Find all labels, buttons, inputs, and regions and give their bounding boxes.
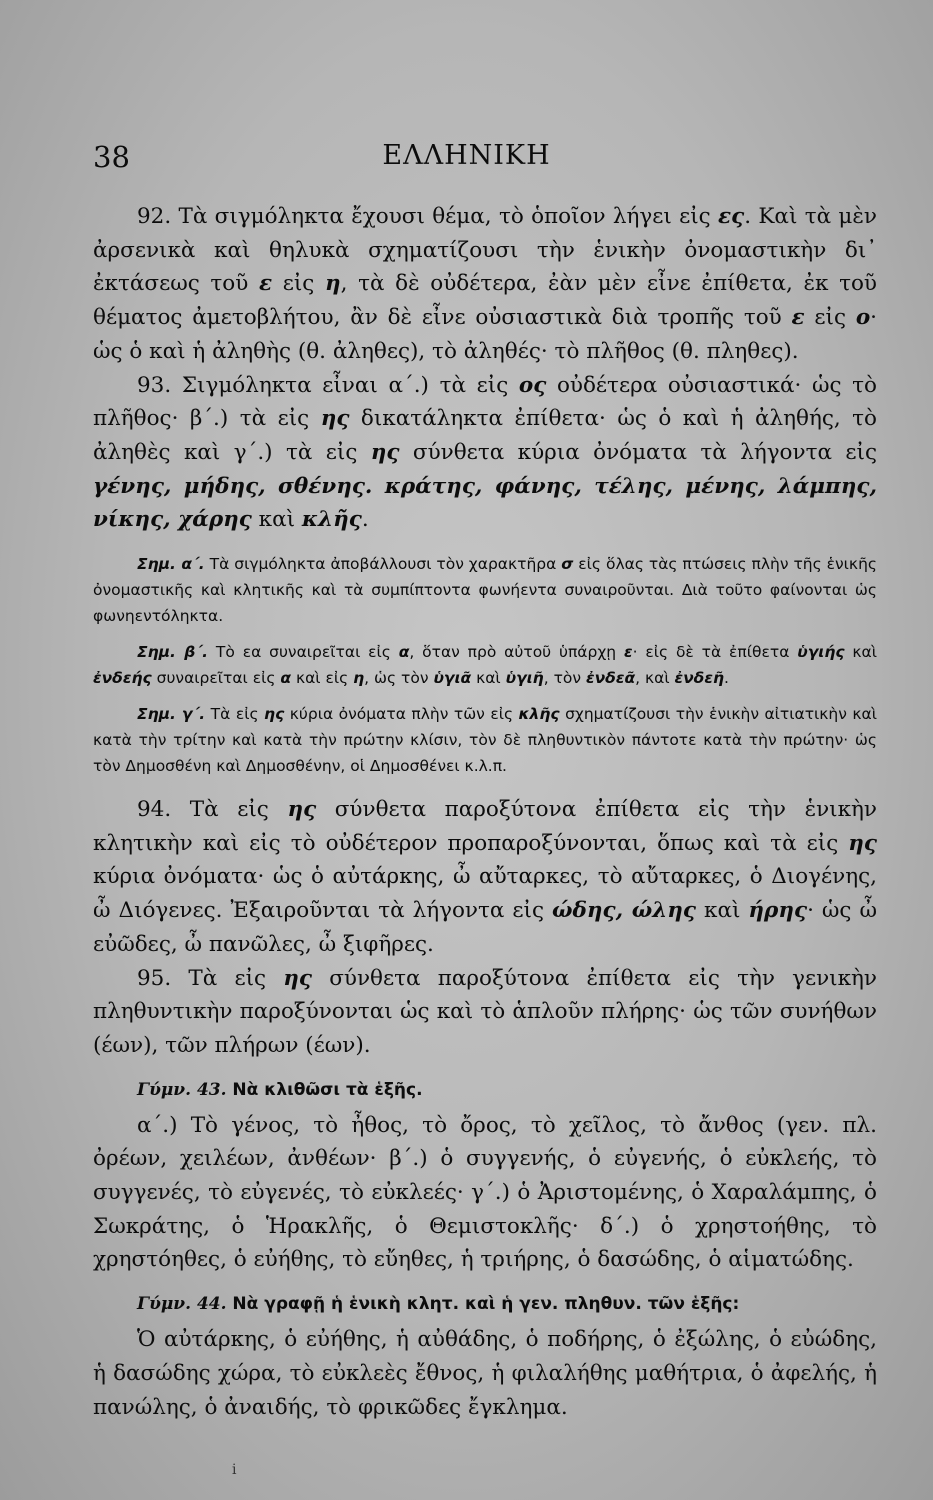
text: Τὰ εἰς xyxy=(189,797,288,823)
footer-mark: i xyxy=(232,1462,237,1478)
emphasis: ης xyxy=(264,705,285,724)
exercise-43-text: α΄.) Τὸ γένος, τὸ ἦθος, τὸ ὄρος, τὸ χεῖλος, τὸ ἄνθος (γεν. πλ. ὀρέων, χειλέων, ἀνθέων· β΄.) ὁ συγγενής, ὁ εὐγενής, ὁ εὐκλεής, τὸ συγγενές, τὸ εὐγενές, τὸ εὐκλεές· γ΄.) ὁ Ἀριστομένης, ὁ Χαραλάμπης, ὁ Σωκράτης, ὁ Ἡρακλῆς, ὁ Θεμιστοκλῆς· δ΄.) ὁ χρηστοήθης, τὸ χρηστόηθες, ὁ εὐήθης, τὸ εὔηθες, ἡ τριήρης, ὁ δασώδης, ὁ αἱματώδης. xyxy=(93,1112,877,1273)
exercise-44-heading xyxy=(93,1289,877,1319)
exercise-instruction: Νὰ κλιθῶσι τὰ ἑξῆς. xyxy=(226,1079,423,1100)
text: · ὡς ὁ καὶ ἡ ἀληθὴς (θ. ἀληθες), τὸ ἀληθές· τὸ πλῆθος (θ. πληθες). xyxy=(93,305,877,364)
emphasis: κλῆς xyxy=(301,507,362,533)
emphasis: ε xyxy=(791,305,805,331)
text: καὶ xyxy=(696,898,749,924)
text: . xyxy=(361,507,369,533)
page-header xyxy=(93,140,840,180)
note-label: Σημ. β΄. xyxy=(137,643,209,662)
emphasis: ο xyxy=(855,305,871,331)
emphasis: ὑγιής xyxy=(797,643,845,662)
text: σύνθετα παροξύτονα ἐπίθετα εἰς τὴν ἑνικὴν κλητικὴν καὶ εἰς τὸ οὐδέτερον προπαροξύνονται, ὅπως καὶ τὰ εἰς xyxy=(93,797,878,856)
emphasis: ε xyxy=(258,271,273,297)
text: καὶ εἰς xyxy=(291,669,354,688)
emphasis: ὑγιᾶ xyxy=(433,669,472,688)
note-b xyxy=(93,639,877,691)
text: Τὰ σιγμόληκτα ἔχουσι θέμα, τὸ ὁποῖον λήγει εἰς xyxy=(178,204,719,229)
text: κύρια ὀνόματα· ὡς ὁ αὐτάρκης, ὦ αὔταρκες, τὸ αὔταρκες, ὁ Διογένης, ὦ Διόγενες. Ἐξαιροῦνται τὰ λήγοντα εἰς xyxy=(93,864,877,924)
note-label: Σημ. α΄. xyxy=(137,555,205,574)
paragraph-number: 92. xyxy=(137,204,172,229)
emphasis: η xyxy=(324,271,341,297)
emphasis: ης xyxy=(320,406,350,432)
emphasis: ης xyxy=(370,439,400,465)
page-number: 38 xyxy=(93,140,130,174)
exercise-instruction: Νὰ γραφῇ ἡ ἑνικὴ κλητ. καὶ ἡ γεν. πληθυν. τῶν ἑξῆς: xyxy=(226,1294,740,1315)
text: κύρια ὀνόματα πλὴν τῶν εἰς xyxy=(284,705,519,724)
emphasis: γένης, μήδης, σθένης. κράτης, φάνης, τέλης, μένης, λάμπης, νίκης, χάρης xyxy=(93,473,877,533)
paragraph-95 xyxy=(93,962,877,1063)
emphasis: ε xyxy=(623,643,633,662)
text: εἰς xyxy=(804,305,856,331)
text: συναιρεῖται εἰς xyxy=(151,669,281,688)
emphasis: ώδης, ώλης xyxy=(552,898,696,924)
paragraph-92 xyxy=(93,200,877,369)
note-a xyxy=(93,551,877,629)
text: σχηματίζουσι τὴν ἑνικὴν αἰτιατικὴν καὶ κατὰ τὴν τρίτην καὶ κατὰ τὴν πρώτην κλίσιν, τὸν δὲ πληθυντικὸν πάντοτε κατὰ τὴν πρώτην· ὡς τὸν Δημοσθένη καὶ Δημοσθένην, οἱ Δημοσθένει κ.λ.π. xyxy=(93,705,877,776)
emphasis: η xyxy=(353,669,365,688)
text: οὐδέτερα οὐσιαστικά· ὡς τὸ πλῆθος· β΄.) τὰ εἰς xyxy=(93,372,878,432)
paragraph-number: 93. xyxy=(137,372,172,398)
text: , ὡς τὸν xyxy=(364,669,434,688)
text: σύνθετα παροξύτονα ἐπίθετα εἰς τὴν γενικὴν πληθυντικὴν παροξύνονται ὡς καὶ τὸ ἁπλοῦν πλήρης· ὡς τῶν συνήθων (έων), τῶν πλήρων (έων). xyxy=(93,965,877,1058)
text: · ὡς ὦ εὐῶδες, ὦ πανῶλες, ὦ ξιφῆρες. xyxy=(93,898,878,957)
emphasis: ες xyxy=(718,204,745,229)
emphasis: α xyxy=(398,643,410,662)
text: , καὶ xyxy=(635,669,675,688)
text: Σιγμόληκτα εἶναι α΄.) τὰ εἰς xyxy=(181,372,519,398)
note-label: Σημ. γ΄. xyxy=(137,705,206,724)
text: καὶ xyxy=(471,669,506,688)
text: , ὅταν πρὸ αὐτοῦ ὑπάρχῃ xyxy=(409,643,624,662)
text: Τὰ σιγμόληκτα ἀποβάλλουσι τὸν χαρακτῆρα xyxy=(204,555,562,574)
text: . Καὶ τὰ μὲν ἀρσενικὰ καὶ θηλυκὰ σχηματίζουσι τὴν ἑνικὴν ὀνομαστικὴν δι᾿ ἐκτάσεως τοῦ xyxy=(93,204,877,297)
emphasis: ης xyxy=(283,965,313,991)
emphasis: σ xyxy=(561,555,574,574)
text: , τὸν xyxy=(543,669,586,688)
paragraph-94 xyxy=(93,793,877,962)
emphasis: ἐνδεᾶ xyxy=(585,669,636,688)
exercise-label: Γύμν. 43. xyxy=(137,1079,227,1100)
text: εἰς xyxy=(272,271,325,297)
text: σύνθετα κύρια ὀνόματα τὰ λήγοντα εἰς xyxy=(399,439,877,465)
running-title: ΕΛΛΗΝΙΚΗ xyxy=(382,140,551,171)
text: · εἰς δὲ τὰ ἐπίθετα xyxy=(632,643,798,662)
text: καὶ xyxy=(251,507,302,533)
emphasis: ης xyxy=(848,830,877,856)
emphasis: ὑγιῆ xyxy=(505,669,544,688)
paragraph-number: 94. xyxy=(137,797,172,823)
emphasis: ήρης xyxy=(748,898,808,924)
text: δικατάληκτα ἐπίθετα· ὡς ὁ καὶ ἡ ἀληθής, τὸ ἀληθὲς καὶ γ΄.) τὰ εἰς xyxy=(93,406,877,465)
exercise-44-text: Ὁ αὐτάρκης, ὁ εὐήθης, ἡ αὐθάδης, ὁ ποδήρης, ὁ ἐξώλης, ὁ εὐώδης, ἡ δασώδης χώρα, τὸ εὐκλεὲς ἔθνος, ἡ φιλαλήθης μαθήτρια, ὁ ἀφελής, ἡ πανώλης, ὁ ἀναιδής, τὸ φρικῶδες ἔγκλημα. xyxy=(93,1327,877,1420)
emphasis: ἐνδεής xyxy=(93,669,152,688)
text: Τὰ εἰς xyxy=(205,705,265,724)
text: , τὰ δὲ οὐδέτερα, ἐὰν μὲν εἶνε ἐπίθετα, ἐκ τοῦ θέματος ἀμετοβλήτου, ἂν δὲ εἶνε οὐσιαστικὰ διὰ τροπῆς τοῦ xyxy=(93,271,878,331)
page-body xyxy=(93,200,877,1424)
emphasis: ἐνδεῆ xyxy=(674,669,724,688)
paragraph-number: 95. xyxy=(137,965,172,991)
emphasis: κλῆς xyxy=(518,705,560,724)
text: Τὰ εἰς xyxy=(188,965,284,991)
emphasis: ης xyxy=(287,797,317,823)
text: εἰς ὅλας τὰς πτώσεις πλὴν τῆς ἑνικῆς ὀνομαστικῆς καὶ κλητικῆς καὶ τὰ συμπίπτοντα φωνήεντα συναιροῦνται. Διὰ τοῦτο φαίνονται ὡς φωνηεντόληκτα. xyxy=(93,555,877,626)
text: Τὸ εα συναιρεῖται εἰς xyxy=(208,643,399,662)
paragraph-93 xyxy=(93,369,877,538)
text: καὶ xyxy=(844,643,877,662)
exercise-label: Γύμν. 44. xyxy=(137,1294,227,1315)
emphasis: ος xyxy=(518,372,547,398)
note-c xyxy=(93,701,877,779)
text: . xyxy=(724,669,729,688)
emphasis: α xyxy=(280,669,292,688)
exercise-43-heading xyxy=(93,1075,877,1105)
